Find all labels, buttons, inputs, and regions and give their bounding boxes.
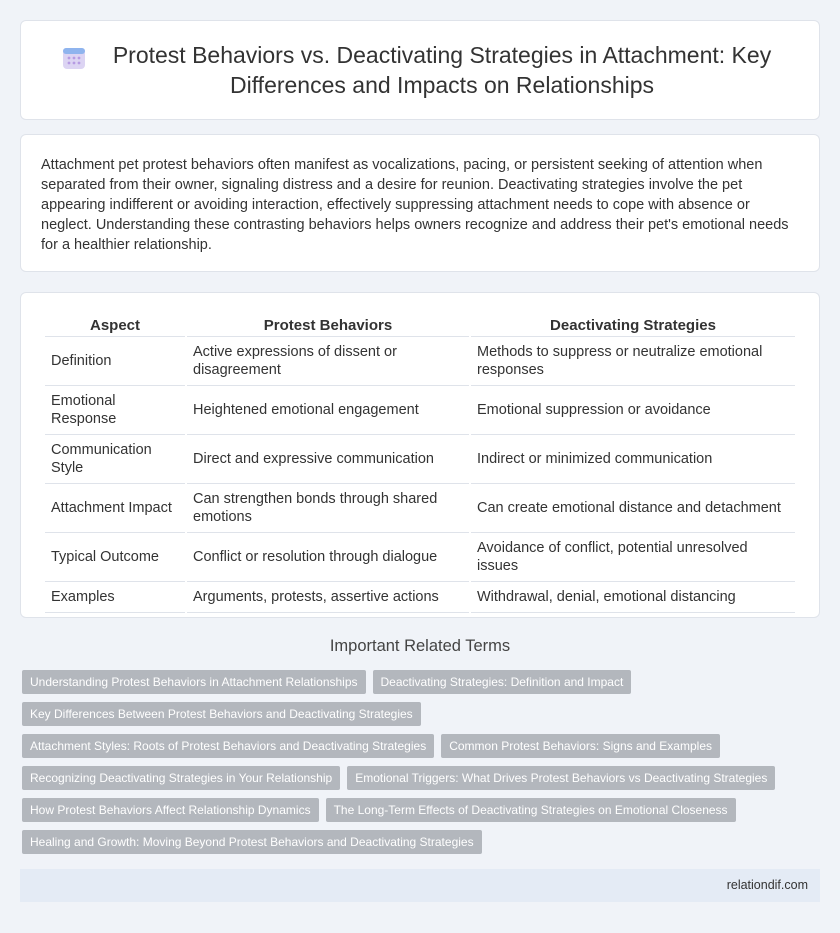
table-row bbox=[45, 533, 795, 582]
intro-card bbox=[20, 134, 820, 272]
table-cell: Withdrawal, denial, emotional distancing bbox=[471, 582, 795, 613]
footer bbox=[20, 869, 820, 902]
table-row bbox=[45, 337, 795, 386]
column-header: Protest Behaviors bbox=[187, 313, 469, 337]
table-cell: Arguments, protests, assertive actions bbox=[187, 582, 469, 613]
title-card bbox=[20, 20, 820, 120]
page-title: Protest Behaviors vs. Deactivating Strategies in Attachment: Key Differences and Impacts on Relationships bbox=[112, 42, 772, 98]
table-cell: Emotional Response bbox=[45, 386, 185, 435]
intro-paragraph: Attachment pet protest behaviors often manifest as vocalizations, pacing, or persistent seeking of attention when separated from their owner, signaling distress and a desire for reunion. Deactivating strategies involve the pet appearing indifferent or avoiding interaction, effectively suppressing attachment needs to cope with absence or neglect. Understanding these contrasting behaviors helps owners recognize and address their pet's emotional needs for a healthier relationship. bbox=[41, 157, 789, 253]
table-cell: Methods to suppress or neutralize emotional responses bbox=[471, 337, 795, 386]
table-cell: Can strengthen bonds through shared emotions bbox=[187, 484, 469, 533]
related-term-link[interactable]: Common Protest Behaviors: Signs and Examples bbox=[441, 734, 720, 758]
table-cell: Heightened emotional engagement bbox=[187, 386, 469, 435]
table-row bbox=[45, 582, 795, 613]
table-cell: Typical Outcome bbox=[45, 533, 185, 582]
table-cell: Active expressions of dissent or disagreement bbox=[187, 337, 469, 386]
table-row bbox=[45, 484, 795, 533]
table-cell: Examples bbox=[45, 582, 185, 613]
related-term-link[interactable]: How Protest Behaviors Affect Relationship Dynamics bbox=[22, 798, 319, 822]
related-term-link[interactable]: Key Differences Between Protest Behaviors and Deactivating Strategies bbox=[22, 702, 421, 726]
related-terms-title: Important Related Terms bbox=[329, 637, 511, 655]
table-cell: Attachment Impact bbox=[45, 484, 185, 533]
table-cell: Avoidance of conflict, potential unresolved issues bbox=[471, 533, 795, 582]
column-header: Deactivating Strategies bbox=[471, 313, 795, 337]
table-row bbox=[45, 386, 795, 435]
table-header-row bbox=[45, 313, 795, 337]
comparison-table-card bbox=[20, 292, 820, 618]
table-cell: Emotional suppression or avoidance bbox=[471, 386, 795, 435]
table-cell: Can create emotional distance and detachment bbox=[471, 484, 795, 533]
table-row bbox=[45, 435, 795, 484]
table-cell: Communication Style bbox=[45, 435, 185, 484]
related-terms-list bbox=[22, 670, 812, 862]
column-header: Aspect bbox=[45, 313, 185, 337]
calendar-icon bbox=[61, 45, 87, 71]
table-cell: Direct and expressive communication bbox=[187, 435, 469, 484]
related-term-link[interactable]: Understanding Protest Behaviors in Attachment Relationships bbox=[22, 670, 366, 694]
related-term-link[interactable]: Deactivating Strategies: Definition and Impact bbox=[373, 670, 632, 694]
comparison-table bbox=[43, 313, 797, 613]
related-term-link[interactable]: Healing and Growth: Moving Beyond Protest Behaviors and Deactivating Strategies bbox=[22, 830, 482, 854]
table-cell: Indirect or minimized communication bbox=[471, 435, 795, 484]
related-term-link[interactable]: Attachment Styles: Roots of Protest Behaviors and Deactivating Strategies bbox=[22, 734, 434, 758]
related-term-link[interactable]: The Long-Term Effects of Deactivating Strategies on Emotional Closeness bbox=[326, 798, 736, 822]
table-cell: Conflict or resolution through dialogue bbox=[187, 533, 469, 582]
related-term-link[interactable]: Emotional Triggers: What Drives Protest Behaviors vs Deactivating Strategies bbox=[347, 766, 775, 790]
related-term-link[interactable]: Recognizing Deactivating Strategies in Your Relationship bbox=[22, 766, 340, 790]
footer-site-link[interactable]: relationdif.com bbox=[726, 878, 808, 892]
table-cell: Definition bbox=[45, 337, 185, 386]
